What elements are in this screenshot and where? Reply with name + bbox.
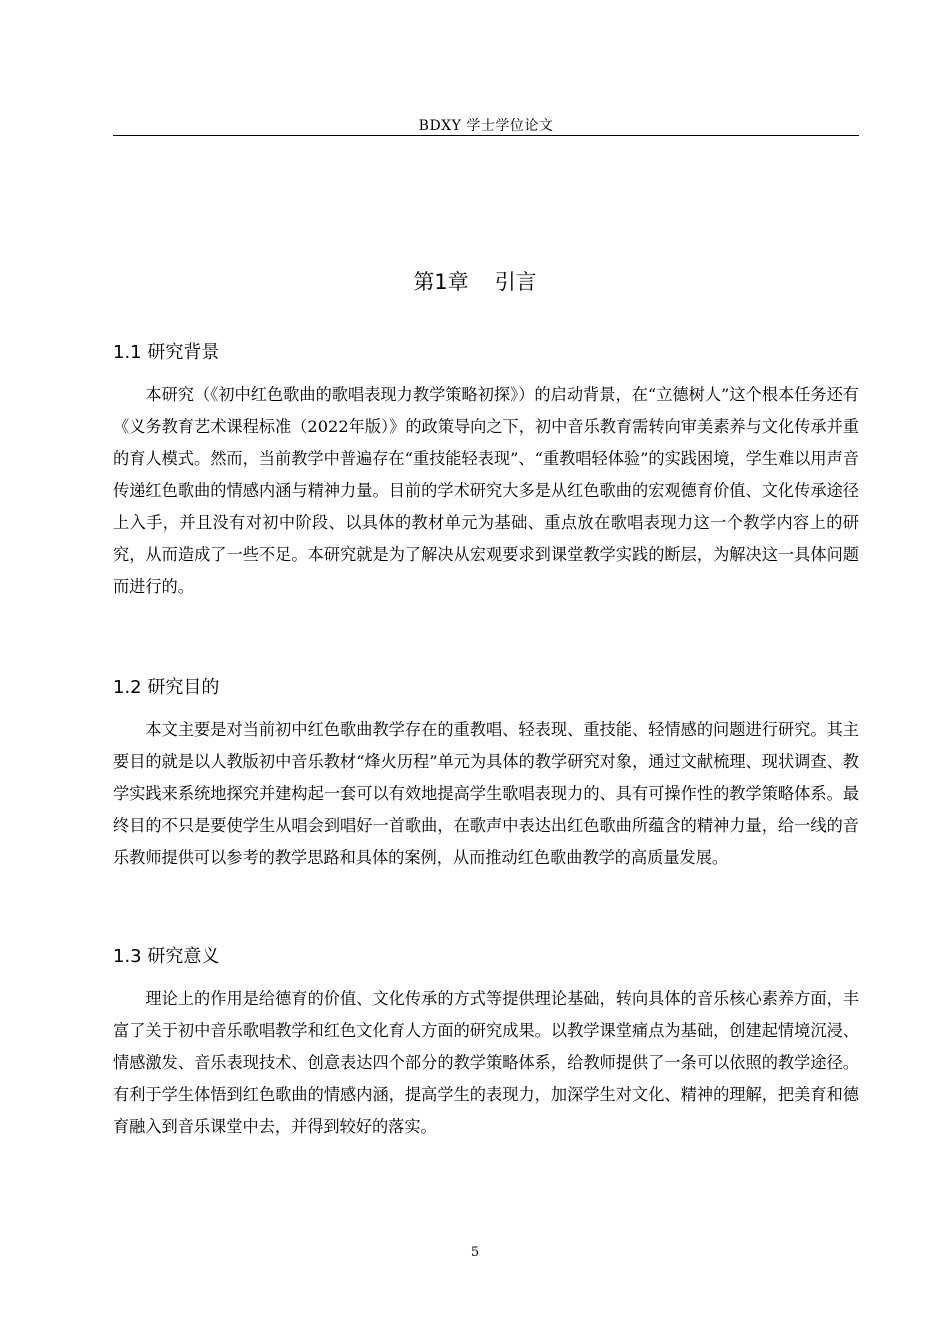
chapter-name: 引言 (494, 270, 537, 294)
running-header: BDXY 学士学位论文 (418, 118, 554, 134)
section-research-significance (113, 943, 859, 1143)
chapter-number: 第1章 (413, 270, 469, 294)
section-research-background (113, 339, 859, 603)
header-rule (113, 135, 859, 136)
section-heading: 1.2 研究目的 (113, 677, 220, 698)
chapter-title (0, 268, 950, 296)
section-paragraph: 本文主要是对当前初中红色歌曲教学存在的重教唱、轻表现、重技能、轻情感的问题进行研究。其主要目的就是以人教版初中音乐教材“烽火历程”单元为具体的教学研究对象，通过文献梳理、现状调查、教学实践来系统地探究并建构起一套可以有效地提高学生歌唱表现力的、具有可操作性的教学策略体系。最终目的不只是要使学生从唱会到唱好一首歌曲，在歌声中表达出红色歌曲所蕴含的精神力量，给一线的音乐教师提供可以参考的教学思路和具体的案例，从而推动红色歌曲教学的高质量发展。 (113, 720, 859, 867)
section-heading: 1.1 研究背景 (113, 342, 220, 363)
section-paragraph: 理论上的作用是给德育的价值、文化传承的方式等提供理论基础，转向具体的音乐核心素养方面，丰富了关于初中音乐歌唱教学和红色文化育人方面的研究成果。以教学课堂痛点为基础，创建起情境沉浸、情感激发、音乐表现技术、创意表达四个部分的教学策略体系，给教师提供了一条可以依照的教学途径。有利于学生体悟到红色歌曲的情感内涵，提高学生的表现力，加深学生对文化、精神的理解，把美育和德育融入到音乐课堂中去，并得到较好的落实。 (113, 989, 859, 1136)
page-number: 5 (470, 1245, 480, 1260)
section-research-purpose (113, 674, 859, 874)
section-paragraph: 本研究（《初中红色歌曲的歌唱表现力教学策略初探》）的启动背景，在“立德树人”这个根本任务还有《义务教育艺术课程标准（2022年版）》的政策导向之下，初中音乐教育需转向审美素养与文化传承并重的育人模式。然而，当前教学中普遍存在“重技能轻表现”、“重教唱轻体验”的实践困境，学生难以用声音传递红色歌曲的情感内涵与精神力量。目前的学术研究大多是从红色歌曲的宏观德育价值、文化传承途径上入手，并且没有对初中阶段、以具体的教材单元为基础、重点放在歌唱表现力这一个教学内容上的研究，从而造成了一些不足。本研究就是为了解决从宏观要求到课堂教学实践的断层，为解决这一具体问题而进行的。 (113, 385, 859, 596)
section-heading: 1.3 研究意义 (113, 946, 220, 967)
